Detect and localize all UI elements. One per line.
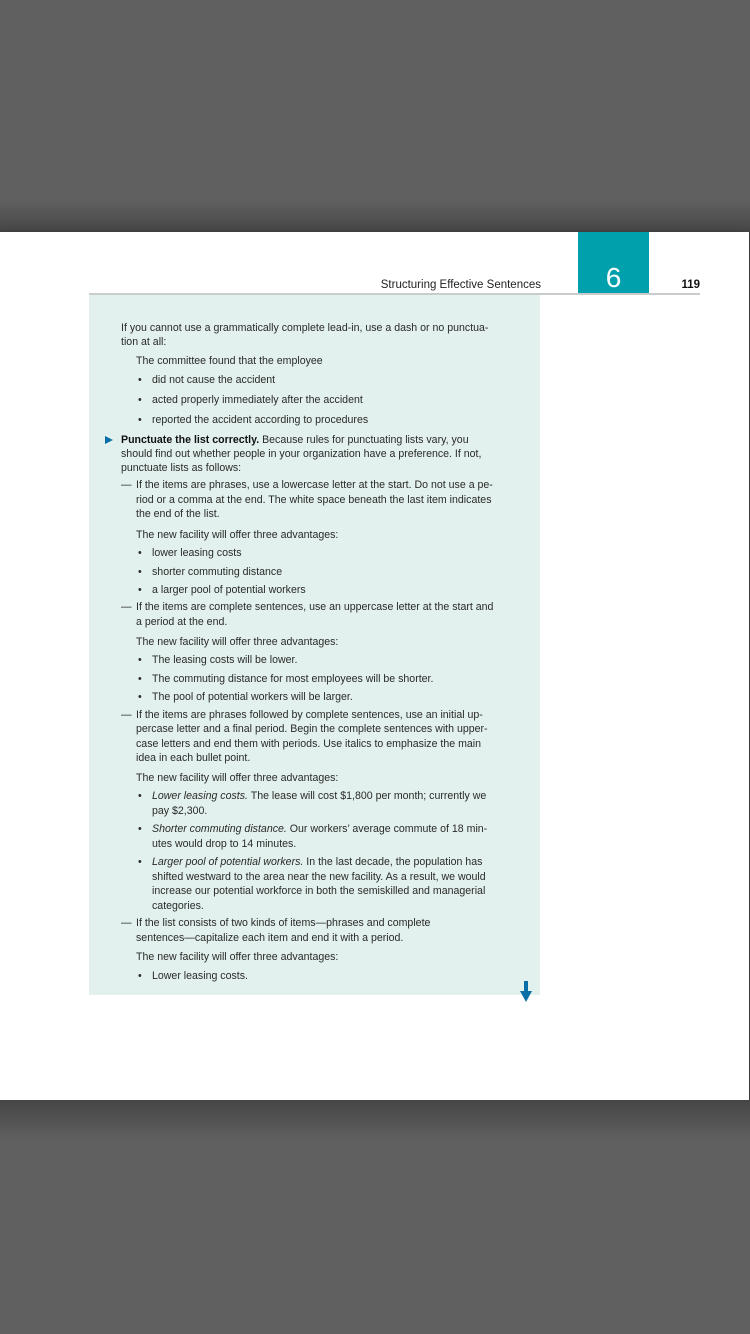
list-item: reported the accident according to procedures xyxy=(152,414,369,426)
item-emphasis: Shorter commuting distance. xyxy=(152,823,287,835)
page-number: 119 xyxy=(681,279,700,291)
dash-icon: — xyxy=(121,917,132,929)
bullet-icon: • xyxy=(138,673,142,685)
bullet-icon: • xyxy=(138,856,142,868)
triangle-bullet-icon xyxy=(105,436,113,444)
bullet-icon: • xyxy=(138,547,142,559)
guideline-heading: Punctuate the list correctly. xyxy=(121,434,260,446)
continue-down-arrow-icon[interactable] xyxy=(520,981,532,1003)
list-item: Lower leasing costs. xyxy=(152,970,248,982)
rule-line: the end of the list. xyxy=(136,508,220,520)
guideline-text: Because rules for punctuating lists vary, you xyxy=(259,434,469,446)
item-emphasis: Larger pool of potential workers. xyxy=(152,856,304,868)
rule-line: percase letter and a final period. Begin the complete sentences with upper- xyxy=(136,723,488,735)
list-item: a larger pool of potential workers xyxy=(152,584,306,596)
list-item-continuation: shifted westward to the area near the new facility. As a result, we would xyxy=(152,871,486,883)
list-item: The pool of potential workers will be larger. xyxy=(152,691,353,703)
rule-line: If the list consists of two kinds of items—phrases and complete xyxy=(136,917,431,929)
content-box xyxy=(89,295,540,995)
guideline-line xyxy=(121,433,469,447)
dash-icon: — xyxy=(121,479,132,491)
bullet-icon: • xyxy=(138,970,142,982)
list-item: lower leasing costs xyxy=(152,547,242,559)
rule-line: If the items are phrases followed by complete sentences, use an initial up- xyxy=(136,709,483,721)
list-item: The commuting distance for most employees will be shorter. xyxy=(152,673,434,685)
rule-line: case letters and end them with periods. Use italics to emphasize the main xyxy=(136,738,482,750)
item-text: Our workers’ average commute of 18 min- xyxy=(286,823,488,835)
list-item xyxy=(152,789,486,803)
example-leadin: The new facility will offer three advantages: xyxy=(136,772,339,784)
list-item xyxy=(152,822,487,836)
rule-line: If the items are complete sentences, use an uppercase letter at the start and xyxy=(136,601,494,613)
rule-line: sentences—capitalize each item and end it with a period. xyxy=(136,932,404,944)
chapter-number: 6 xyxy=(605,262,622,293)
item-text: In the last decade, the population has xyxy=(303,856,483,868)
list-item: shorter commuting distance xyxy=(152,566,283,578)
list-item: did not cause the accident xyxy=(152,374,276,386)
chapter-tab xyxy=(578,232,649,294)
background-shadow-top xyxy=(0,200,750,232)
bullet-icon: • xyxy=(138,394,142,406)
background-shadow-bottom xyxy=(0,1100,750,1140)
list-item-continuation: increase our potential workforce in both the semiskilled and managerial xyxy=(152,885,486,897)
guideline-line: should find out whether people in your organization have a preference. If not, xyxy=(121,448,482,460)
bullet-icon: • xyxy=(138,823,142,835)
bullet-icon: • xyxy=(138,584,142,596)
bullet-icon: • xyxy=(138,691,142,703)
rule-line: a period at the end. xyxy=(136,616,228,628)
running-head: Structuring Effective Sentences xyxy=(380,279,541,291)
bullet-icon: • xyxy=(138,654,142,666)
rule-line: If the items are phrases, use a lowercase letter at the start. Do not use a pe- xyxy=(136,479,493,491)
intro-line: tion at all: xyxy=(121,336,167,348)
item-emphasis: Lower leasing costs. xyxy=(152,790,248,802)
list-item: acted properly immediately after the accident xyxy=(152,394,363,406)
bullet-icon: • xyxy=(138,374,142,386)
book-page[interactable] xyxy=(0,232,750,1100)
example-leadin: The new facility will offer three advantages: xyxy=(136,529,339,541)
guideline-line: punctuate lists as follows: xyxy=(121,462,242,474)
dash-icon: — xyxy=(121,601,132,613)
rule-line: idea in each bullet point. xyxy=(136,752,251,764)
list-item xyxy=(152,855,482,869)
dash-icon: — xyxy=(121,709,132,721)
bullet-icon: • xyxy=(138,790,142,802)
list-item: The leasing costs will be lower. xyxy=(152,654,298,666)
bullet-icon: • xyxy=(138,414,142,426)
list-item-continuation: pay $2,300. xyxy=(152,805,208,817)
intro-line: If you cannot use a grammatically complete lead-in, use a dash or no punctua- xyxy=(121,322,489,334)
list-item-continuation: categories. xyxy=(152,900,204,912)
item-text: The lease will cost $1,800 per month; currently we xyxy=(247,790,487,802)
example-leadin: The committee found that the employee xyxy=(136,355,323,367)
list-item-continuation: utes would drop to 14 minutes. xyxy=(152,838,297,850)
example-leadin: The new facility will offer three advantages: xyxy=(136,951,339,963)
rule-line: riod or a comma at the end. The white space beneath the last item indicates xyxy=(136,494,492,506)
example-leadin: The new facility will offer three advantages: xyxy=(136,636,339,648)
bullet-icon: • xyxy=(138,566,142,578)
